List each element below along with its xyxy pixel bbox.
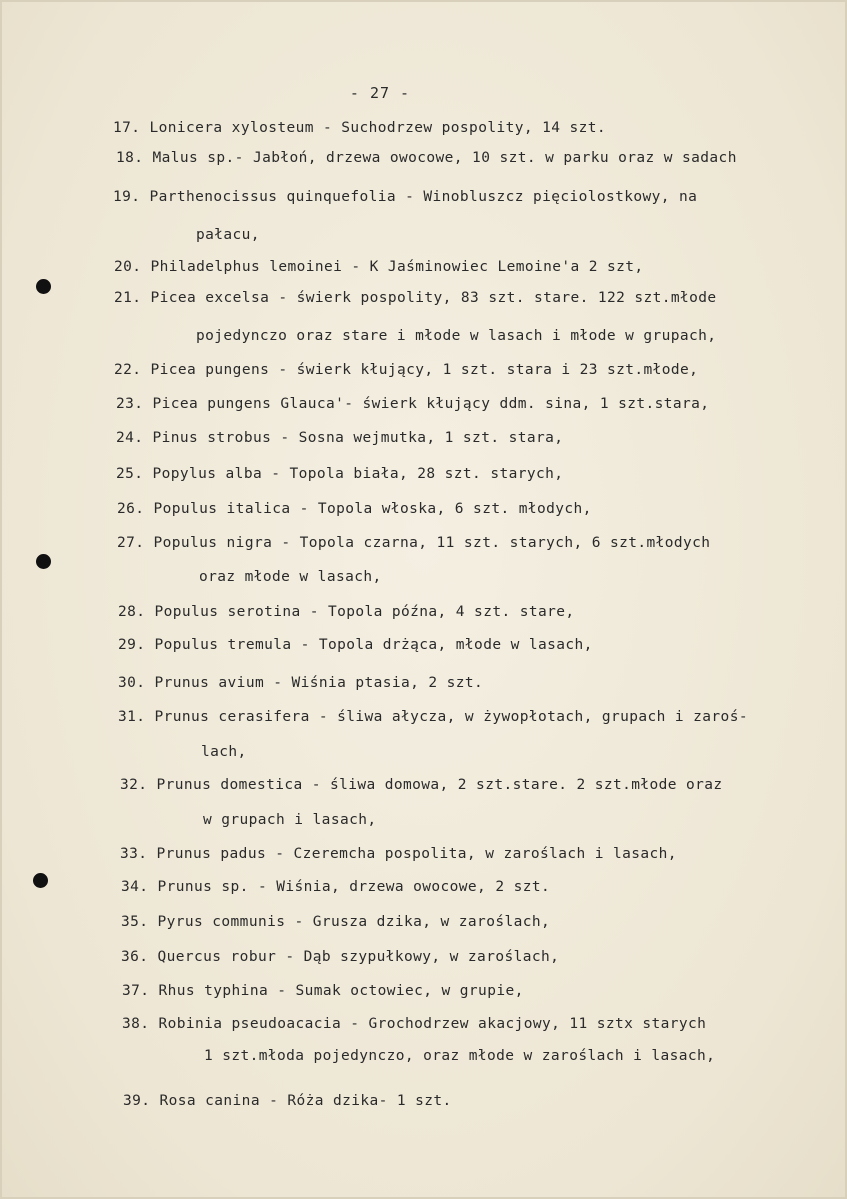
list-item-continuation: oraz młode w lasach, bbox=[199, 569, 382, 585]
page-number: - 27 - bbox=[349, 84, 411, 102]
punch-hole-bottom bbox=[33, 873, 48, 888]
list-item: 19. Parthenocissus quinquefolia - Winobluszcz pięciolostkowy, na bbox=[113, 189, 698, 205]
list-item: 36. Quercus robur - Dąb szypułkowy, w zaroślach, bbox=[121, 949, 560, 965]
list-item-continuation: pałacu, bbox=[196, 227, 260, 243]
list-item: 23. Picea pungens Glauca'- świerk kłujący ddm. sina, 1 szt.stara, bbox=[116, 396, 710, 412]
list-item-continuation: 1 szt.młoda pojedynczo, oraz młode w zaroślach i lasach, bbox=[204, 1048, 716, 1064]
list-item-continuation: w grupach i lasach, bbox=[203, 812, 377, 828]
list-item: 21. Picea excelsa - świerk pospolity, 83 szt. stare. 122 szt.młode bbox=[114, 290, 717, 306]
list-item-continuation: pojedynczo oraz stare i młode w lasach i młode w grupach, bbox=[196, 328, 717, 344]
list-item: 32. Prunus domestica - śliwa domowa, 2 szt.stare. 2 szt.młode oraz bbox=[120, 777, 723, 793]
list-item: 31. Prunus cerasifera - śliwa ałycza, w żywopłotach, grupach i zaroś- bbox=[118, 709, 748, 725]
list-item: 33. Prunus padus - Czeremcha pospolita, w zaroślach i lasach, bbox=[120, 846, 677, 862]
list-item: 20. Philadelphus lemoinei - K Jaśminowiec Lemoine'a 2 szt, bbox=[114, 259, 644, 275]
list-item: 24. Pinus strobus - Sosna wejmutka, 1 szt. stara, bbox=[116, 430, 564, 446]
list-item: 34. Prunus sp. - Wiśnia, drzewa owocowe, 2 szt. bbox=[121, 879, 551, 895]
list-item-continuation: lach, bbox=[201, 744, 247, 760]
list-item: 27. Populus nigra - Topola czarna, 11 szt. starych, 6 szt.młodych bbox=[117, 535, 711, 551]
list-item: 28. Populus serotina - Topola późna, 4 szt. stare, bbox=[118, 604, 575, 620]
list-item: 38. Robinia pseudoacacia - Grochodrzew akacjowy, 11 sztx starych bbox=[122, 1016, 707, 1032]
list-item: 17. Lonicera xylosteum - Suchodrzew pospolity, 14 szt. bbox=[113, 120, 607, 136]
list-item: 30. Prunus avium - Wiśnia ptasia, 2 szt. bbox=[118, 675, 484, 691]
list-item: 18. Malus sp.- Jabłoń, drzewa owocowe, 10 szt. w parku oraz w sadach bbox=[116, 150, 737, 166]
list-item: 26. Populus italica - Topola włoska, 6 szt. młodych, bbox=[117, 501, 592, 517]
list-item: 35. Pyrus communis - Grusza dzika, w zaroślach, bbox=[121, 914, 551, 930]
list-item: 22. Picea pungens - świerk kłujący, 1 szt. stara i 23 szt.młode, bbox=[114, 362, 699, 378]
punch-hole-top bbox=[36, 279, 51, 294]
punch-hole-middle bbox=[36, 554, 51, 569]
list-item: 25. Popylus alba - Topola biała, 28 szt. starych, bbox=[116, 466, 564, 482]
list-item: 29. Populus tremula - Topola drżąca, młode w lasach, bbox=[118, 637, 593, 653]
list-item: 37. Rhus typhina - Sumak octowiec, w grupie, bbox=[122, 983, 524, 999]
list-item: 39. Rosa canina - Róża dzika- 1 szt. bbox=[123, 1093, 452, 1109]
